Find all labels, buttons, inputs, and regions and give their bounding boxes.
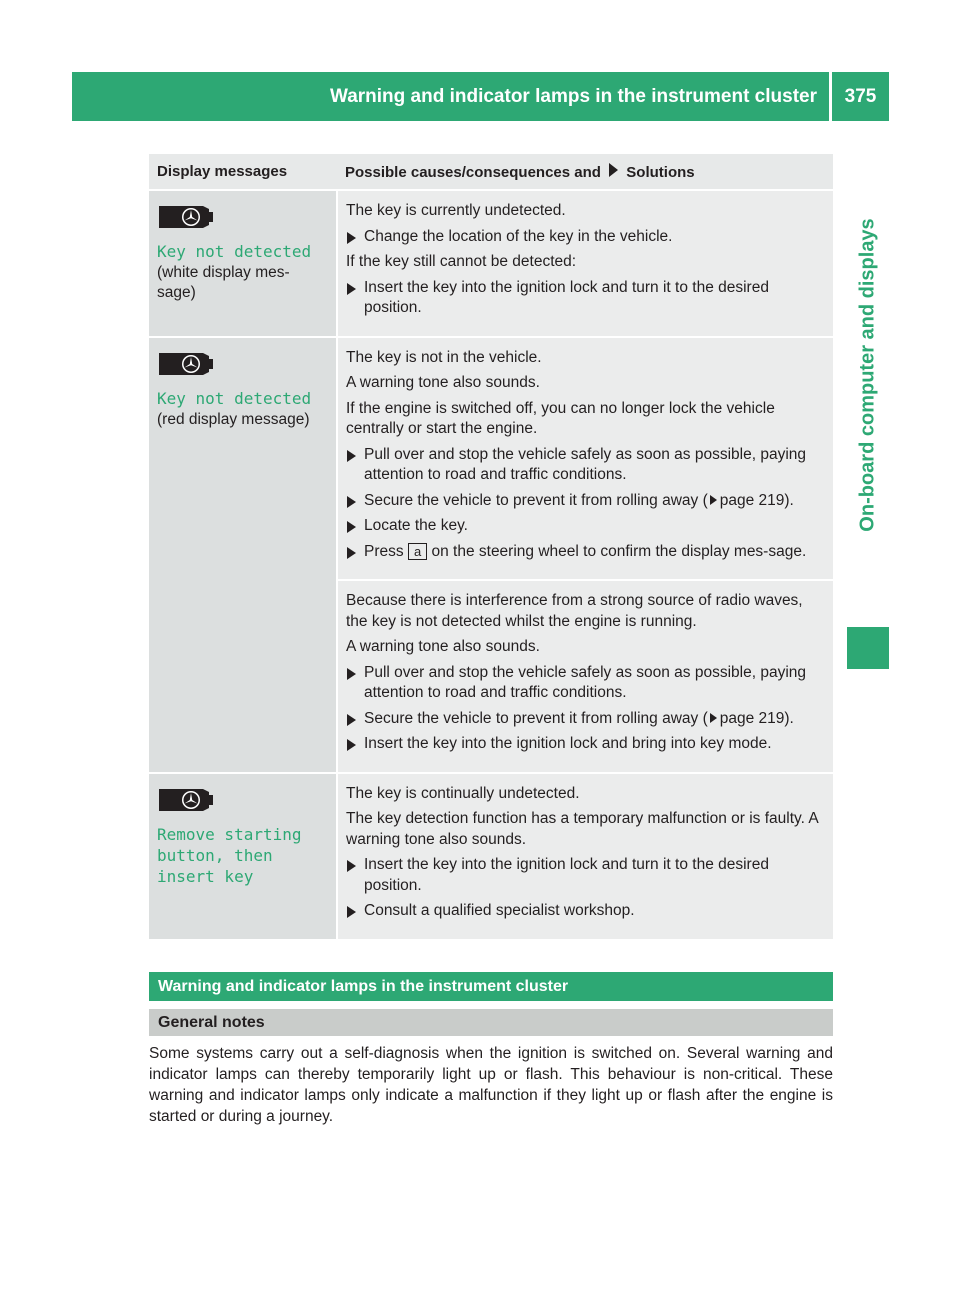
solution-text: The key is not in the vehicle. <box>346 348 542 366</box>
section-title: Warning and indicator lamps in the instrument cluster <box>158 978 569 995</box>
solution-step: Press a on the steering wheel to confirm the display mes-sage. <box>346 542 827 563</box>
subsection-header <box>149 1009 833 1036</box>
solution-step: Insert the key into the ignition lock and turn it to the desired position. <box>346 278 827 319</box>
key-icon <box>157 348 219 380</box>
solution-step: Consult a qualified specialist workshop. <box>346 901 827 922</box>
solution-text: The key detection function has a temporary malfunction or is faulty. A warning tone also sounds. <box>346 810 818 848</box>
solution-text: The key is currently undetected. <box>346 202 566 219</box>
solution-text: A warning tone also sounds. <box>346 374 540 391</box>
step-arrow-icon <box>347 668 356 680</box>
message-cell <box>149 337 337 773</box>
solution-step: Locate the key. <box>346 516 827 537</box>
step-arrow-icon <box>347 906 356 918</box>
side-tab-marker <box>847 627 889 669</box>
step-arrow-icon <box>347 283 356 295</box>
header-title: Warning and indicator lamps in the instrument cluster <box>329 86 817 107</box>
solution-cell <box>337 580 833 773</box>
page-number: 375 <box>832 72 889 121</box>
solution-step: Secure the vehicle to prevent it from rolling away ( page 219). <box>346 709 827 730</box>
solution-text: If the engine is switched off, you can no longer lock the vehicle centrally or start the engine. <box>346 399 775 437</box>
solution-cell <box>337 190 833 337</box>
arrow-icon <box>609 163 618 177</box>
solution-step: Insert the key into the ignition lock and bring into key mode. <box>346 734 827 755</box>
column-header-solutions-label: Solutions <box>626 163 695 181</box>
solution-step: Secure the vehicle to prevent it from rolling away ( page 219). <box>346 491 827 512</box>
display-message-code: Key not detected <box>157 388 312 408</box>
side-tab <box>847 140 889 610</box>
page-reference[interactable]: page 219). <box>719 491 794 509</box>
solution-cell <box>337 773 833 940</box>
solution-text: A warning tone also sounds. <box>346 638 540 655</box>
solution-text: The key is continually undetected. <box>346 784 580 802</box>
step-arrow-icon <box>347 496 356 508</box>
ok-button-icon: a <box>408 543 427 560</box>
subsection-title: General notes <box>158 1014 265 1031</box>
display-message-note: (red display message) <box>157 410 310 428</box>
solution-cell <box>337 337 833 581</box>
table-row <box>149 190 833 337</box>
solution-text: Because there is interference from a strong source of radio waves, the key is not detected whilst the engine is running. <box>346 592 803 630</box>
general-notes-text: Some systems carry out a self-diagnosis when the ignition is switched on. Several warning and indicator lamps can thereby temporarily light up or flash. This behaviour is non-critical. These warning and indicator lamps only indicate a malfunction if they light up or flash after the engine is started or during a journey. <box>149 1045 833 1125</box>
side-tab-label: On-board computer and displays <box>856 218 879 532</box>
solution-step: Insert the key into the ignition lock and turn it to the desired position. <box>346 855 827 896</box>
page-reference[interactable]: page 219). <box>719 709 794 727</box>
step-arrow-icon <box>347 232 356 244</box>
step-arrow-icon <box>347 714 356 726</box>
column-header-solutions <box>337 154 833 190</box>
table-row <box>149 773 833 940</box>
display-messages-table <box>149 154 833 941</box>
key-icon <box>157 201 219 233</box>
section-header <box>149 972 833 1001</box>
display-message-code: Key not detected <box>157 242 312 261</box>
display-message-code: Remove starting button, then insert key <box>157 824 302 886</box>
step-arrow-icon <box>347 547 356 559</box>
header-bar <box>72 72 829 121</box>
display-message-note: (white display mes- sage) <box>157 264 290 301</box>
solution-step: Pull over and stop the vehicle safely as soon as possible, paying attention to road and traffic conditions. <box>346 445 827 486</box>
table-row <box>149 337 833 581</box>
solution-step: Pull over and stop the vehicle safely as soon as possible, paying attention to road and traffic conditions. <box>346 663 827 704</box>
message-cell <box>149 773 337 940</box>
key-icon <box>157 784 219 816</box>
step-arrow-icon <box>347 860 356 872</box>
step-arrow-icon <box>347 521 356 533</box>
table-header-row <box>149 154 833 190</box>
column-header-display-messages: Display messages <box>149 154 337 190</box>
page-ref-icon <box>710 713 717 723</box>
step-arrow-icon <box>347 739 356 751</box>
step-arrow-icon <box>347 450 356 462</box>
solution-step: Change the location of the key in the vehicle. <box>346 227 827 248</box>
solution-text: If the key still cannot be detected: <box>346 253 577 270</box>
page-ref-icon <box>710 495 717 505</box>
message-cell <box>149 190 337 337</box>
column-header-causes: Possible causes/consequences and <box>345 163 601 181</box>
